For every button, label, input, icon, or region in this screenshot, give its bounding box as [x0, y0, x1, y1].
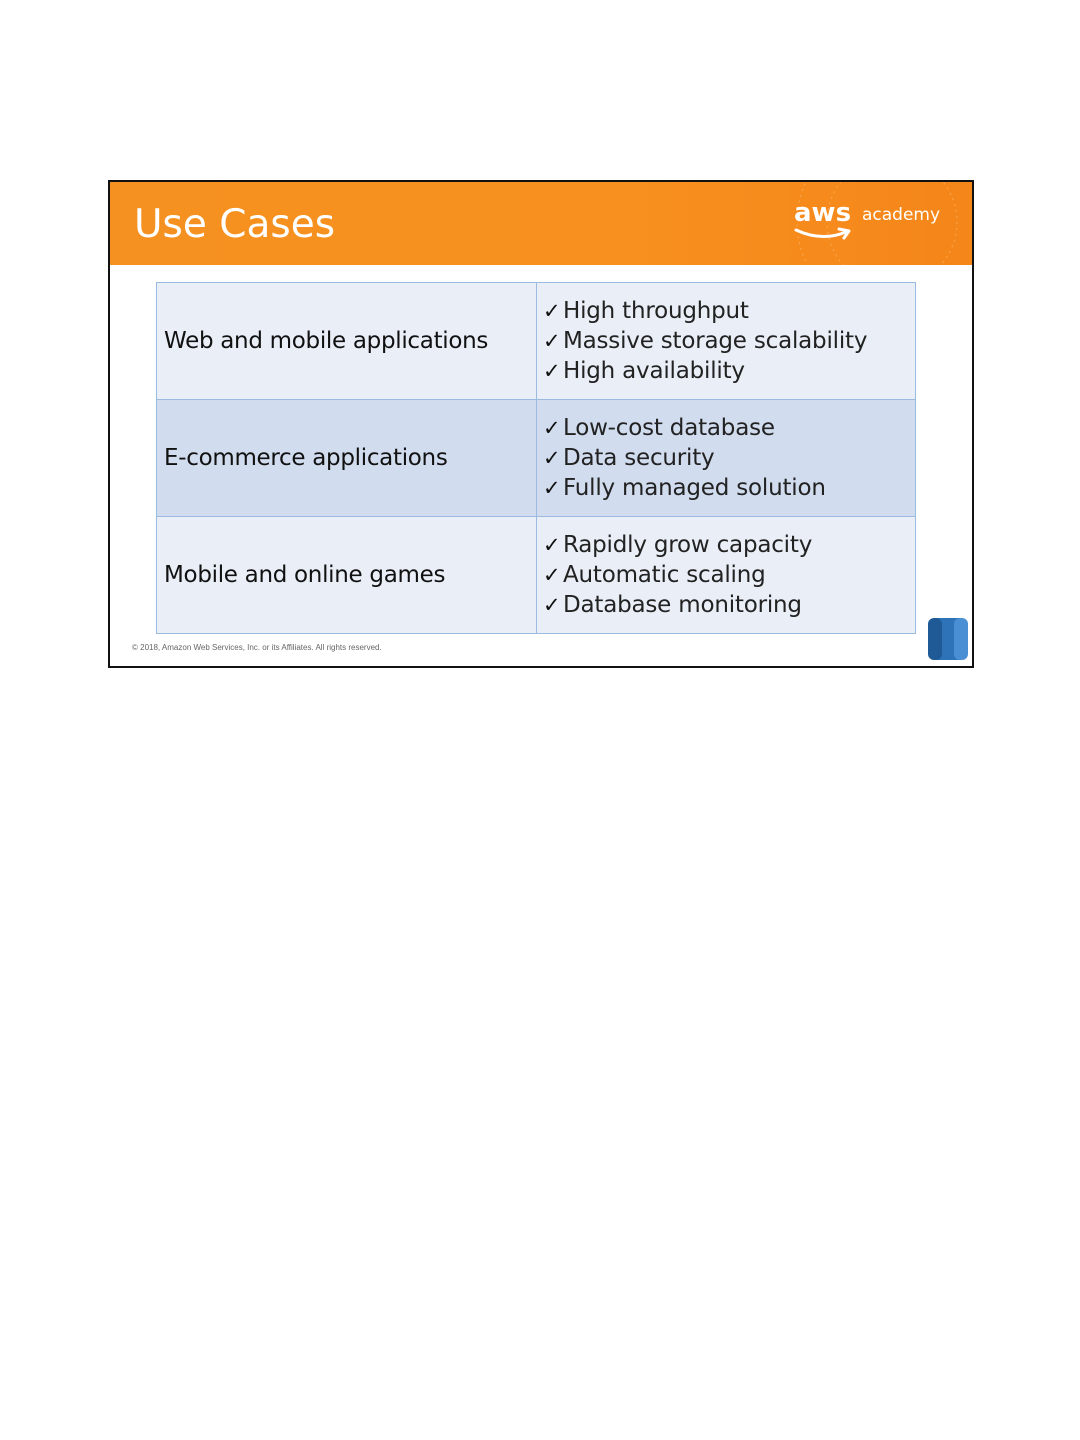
- logo-brand: aws: [794, 198, 852, 228]
- benefit-text: High throughput: [562, 298, 749, 324]
- benefit-item: [543, 413, 915, 443]
- copyright-footer: © 2018, Amazon Web Services, Inc. or its Affiliates. All rights reserved.: [132, 643, 382, 652]
- use-case-cell: [157, 283, 537, 400]
- benefit-item: [543, 473, 915, 503]
- benefit-item: [543, 530, 915, 560]
- benefit-text: Database monitoring: [562, 592, 802, 618]
- use-case-label: Mobile and online games: [164, 562, 446, 588]
- check-icon: ✓: [542, 446, 561, 470]
- slide-title: Use Cases: [134, 202, 336, 247]
- use-case-cell: [157, 517, 537, 634]
- benefit-item: [543, 560, 915, 590]
- check-icon: ✓: [542, 476, 561, 500]
- benefit-item: [543, 296, 915, 326]
- use-case-label: E-commerce applications: [164, 445, 448, 471]
- use-case-cell: [157, 400, 537, 517]
- database-icon: [926, 614, 970, 664]
- benefits-cell: [536, 400, 915, 517]
- check-icon: ✓: [542, 416, 561, 440]
- benefit-text: High availability: [562, 358, 745, 384]
- check-icon: ✓: [542, 533, 561, 557]
- check-icon: ✓: [542, 563, 561, 587]
- benefits-cell: [536, 283, 915, 400]
- slide: [108, 180, 974, 668]
- benefits-cell: [536, 517, 915, 634]
- benefit-text: Automatic scaling: [562, 562, 766, 588]
- benefit-text: Massive storage scalability: [562, 328, 868, 354]
- benefit-text: Rapidly grow capacity: [562, 532, 813, 558]
- check-icon: ✓: [542, 359, 561, 383]
- benefit-item: [543, 443, 915, 473]
- logo-product: academy: [862, 205, 941, 225]
- aws-academy-logo: [794, 200, 944, 244]
- benefit-text: Data security: [562, 445, 715, 471]
- aws-smile-arrow-icon: [794, 226, 856, 242]
- slide-header: [110, 182, 972, 265]
- table-row: [157, 400, 916, 517]
- use-cases-table: [156, 282, 916, 634]
- benefit-text: Low-cost database: [562, 415, 775, 441]
- benefit-item: [543, 356, 915, 386]
- check-icon: ✓: [542, 329, 561, 353]
- table-row: [157, 283, 916, 400]
- benefit-text: Fully managed solution: [562, 475, 826, 501]
- check-icon: ✓: [542, 593, 561, 617]
- use-case-label: Web and mobile applications: [164, 328, 489, 354]
- benefit-item: [543, 590, 915, 620]
- benefit-item: [543, 326, 915, 356]
- check-icon: ✓: [542, 299, 561, 323]
- table-row: [157, 517, 916, 634]
